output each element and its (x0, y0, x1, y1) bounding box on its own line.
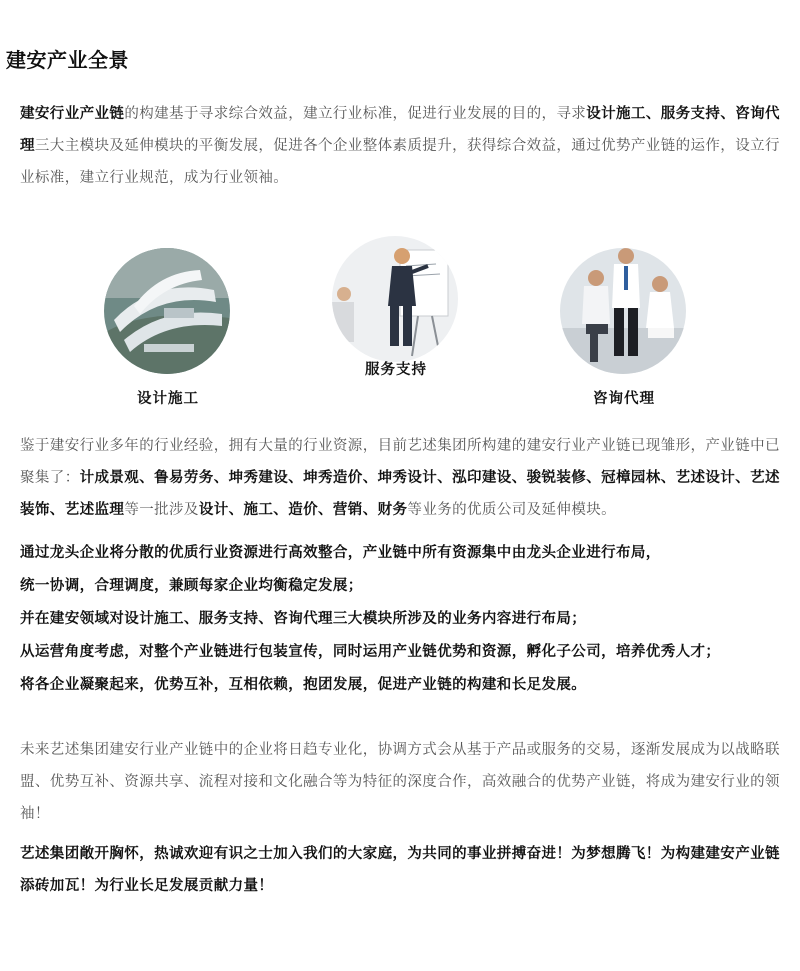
module-label-service: 服务支持 (365, 362, 427, 378)
summary-business-fields: 设计、施工、造价、营销、财务 (198, 501, 408, 518)
summary-text-3: 等业务的优质公司及延伸模块。 (407, 502, 617, 518)
page-title: 建安产业全景 (6, 48, 129, 72)
intro-highlight-chain: 建安行业产业链 (20, 105, 125, 122)
module-label-design: 设计施工 (137, 391, 199, 407)
intro-paragraph (20, 98, 785, 194)
action-item: 将各企业凝聚起来，优势互补，互相依赖，抱团发展，促进产业链的构建和长足发展。 (20, 676, 587, 693)
action-item: 通过龙头企业将分散的优质行业资源进行高效整合，产业链中所有资源集中由龙头企业进行布局， (20, 544, 661, 561)
presentation-photo-icon (332, 236, 458, 362)
intro-highlight-modules: 设计施工、服务支持、咨询代理 (20, 105, 780, 154)
summary-companies: 计成景观、鲁易劳务、坤秀建设、坤秀造价、坤秀设计、泓印建设、骏锐装修、冠樟园林、艺述设计、艺述装饰、艺述监理 (20, 469, 780, 518)
module-label-consulting: 咨询代理 (593, 391, 655, 407)
industry-summary-paragraph (20, 430, 785, 526)
future-outlook-paragraph: 未来艺述集团建安行业产业链中的企业将日趋专业化，协调方式会从基于产品或服务的交易，逐渐发展成为以战略联盟、优势互补、资源共享、流程对接和文化融合等为特征的深度合作，高效融合的优势产业链，将成为建安行业的领袖！ (20, 742, 780, 822)
action-item: 并在建安领域对设计施工、服务支持、咨询代理三大模块所涉及的业务内容进行布局； (20, 610, 587, 627)
action-item: 从运营角度考虑，对整个产业链进行包装宣传，同时运用产业链优势和资源，孵化子公司，培养优秀人才； (20, 643, 721, 660)
welcome-paragraph: 艺述集团敞开胸怀，热诚欢迎有识之士加入我们的大家庭，为共同的事业拼搏奋进！为梦想腾飞！为构建建安产业链添砖加瓦！为行业长足发展贡献力量！ (20, 845, 780, 894)
summary-text-1: 鉴于建安行业多年的行业经验，拥有大量的行业资源，目前艺述集团所构建的建安行业产业链已现雏形，产业链中已聚集了： (20, 438, 780, 486)
intro-text-2: 三大主模块及延伸模块的平衡发展，促进各个企业整体素质提升，获得综合效益，通过优势产业链的运作，设立行业标准，建立行业规范，成为行业领袖。 (20, 138, 780, 186)
intro-text-1: 的构建基于寻求综合效益，建立行业标准，促进行业发展的目的，寻求 (124, 106, 587, 122)
action-item: 统一协调，合理调度，兼顾每家企业均衡稳定发展； (20, 577, 363, 594)
integration-action-list (20, 536, 790, 701)
summary-text-2: 等一批涉及 (124, 502, 199, 518)
architecture-photo-icon (104, 248, 230, 374)
business-team-photo-icon (560, 248, 686, 374)
